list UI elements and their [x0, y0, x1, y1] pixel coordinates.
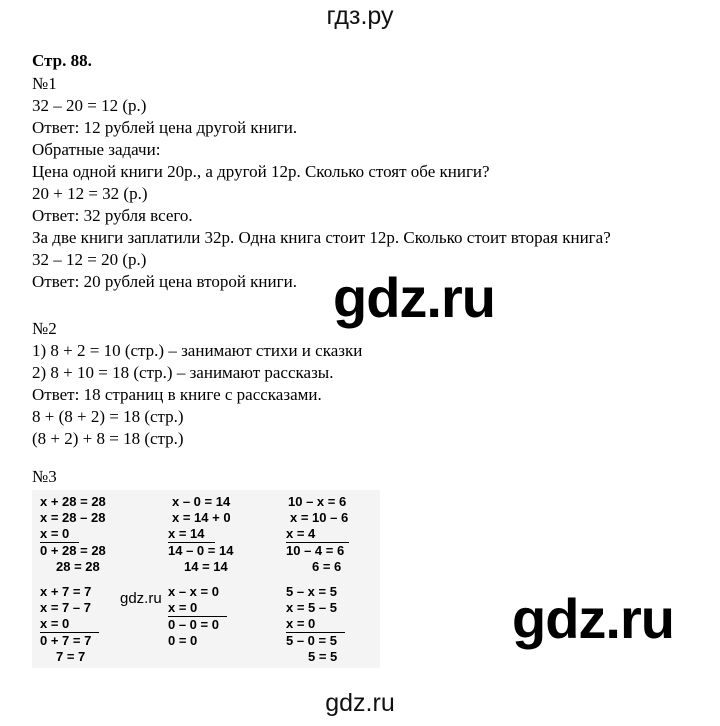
task1-line: Ответ: 32 рубля всего. [32, 206, 193, 225]
equation: 0 + 28 = 28 [40, 543, 106, 558]
equation: x + 28 = 28 [40, 494, 106, 509]
equation: x = 0 [40, 526, 79, 543]
task1-line: Ответ: 20 рублей цена второй книги. [32, 272, 297, 291]
equation: 5 = 5 [308, 649, 338, 664]
equation: 10 – 4 = 6 [286, 543, 345, 558]
watermark-middle: gdz.ru [333, 266, 495, 329]
equation: x = 0 [168, 600, 227, 617]
task2-line: Ответ: 18 страниц в книге с рассказами. [32, 385, 322, 404]
task1-line: 32 – 20 = 12 (р.) [32, 96, 147, 115]
equation: x = 10 – 6 [290, 510, 349, 525]
equation: 0 – 0 = 0 [168, 617, 219, 632]
equation: 5 – 0 = 5 [286, 633, 337, 648]
task2-line: (8 + 2) + 8 = 18 (стр.) [32, 429, 184, 448]
task2-number: №2 [32, 319, 57, 338]
task1-line: 20 + 12 = 32 (р.) [32, 184, 148, 203]
task2-line: 2) 8 + 10 = 18 (стр.) – занимают рассказы. [32, 363, 334, 382]
equation: x + 7 = 7 [40, 584, 92, 599]
watermark-small: gdz.ru [120, 590, 162, 607]
equation: x = 14 [168, 526, 215, 543]
equation: x = 7 – 7 [40, 600, 91, 615]
equation: x = 14 + 0 [172, 510, 231, 525]
equation: 6 = 6 [312, 559, 342, 574]
equation: x = 4 [286, 526, 349, 543]
watermark-bottom: gdz.ru [325, 689, 395, 717]
watermark-top: гдз.ру [326, 2, 394, 30]
equation: x – 0 = 14 [172, 494, 231, 509]
equation: 14 – 0 = 14 [168, 543, 234, 558]
equation: 14 = 14 [184, 559, 228, 574]
task1-line: Обратные задачи: [32, 140, 161, 159]
equation: 5 – x = 5 [286, 584, 337, 599]
equation: x = 5 – 5 [286, 600, 337, 615]
equation: 7 = 7 [56, 649, 86, 664]
equation: 10 – x = 6 [288, 494, 347, 509]
equation: x = 0 [40, 616, 99, 633]
equation: x = 28 – 28 [40, 510, 106, 525]
equation: x – x = 0 [168, 584, 219, 599]
watermark-right: gdz.ru [512, 587, 674, 650]
task1-number: №1 [32, 74, 57, 93]
equation: 0 = 0 [168, 633, 198, 648]
task1-line: 32 – 12 = 20 (р.) [32, 250, 147, 269]
task1-line: Цена одной книги 20р., а другой 12р. Сколько стоят обе книги? [32, 162, 490, 181]
task1-line: Ответ: 12 рублей цена другой книги. [32, 118, 298, 137]
equations-scan [32, 490, 380, 668]
page-header: Стр. 88. [32, 51, 92, 70]
equation: 0 + 7 = 7 [40, 633, 92, 648]
task2-line: 8 + (8 + 2) = 18 (стр.) [32, 407, 184, 426]
task3-number: №3 [32, 467, 57, 486]
equation: x = 0 [286, 616, 345, 633]
task1-line: За две книги заплатили 32р. Одна книга стоит 12р. Сколько стоит вторая книга? [32, 228, 611, 247]
task2-line: 1) 8 + 2 = 10 (стр.) – занимают стихи и сказки [32, 341, 363, 360]
equation: 28 = 28 [56, 559, 100, 574]
